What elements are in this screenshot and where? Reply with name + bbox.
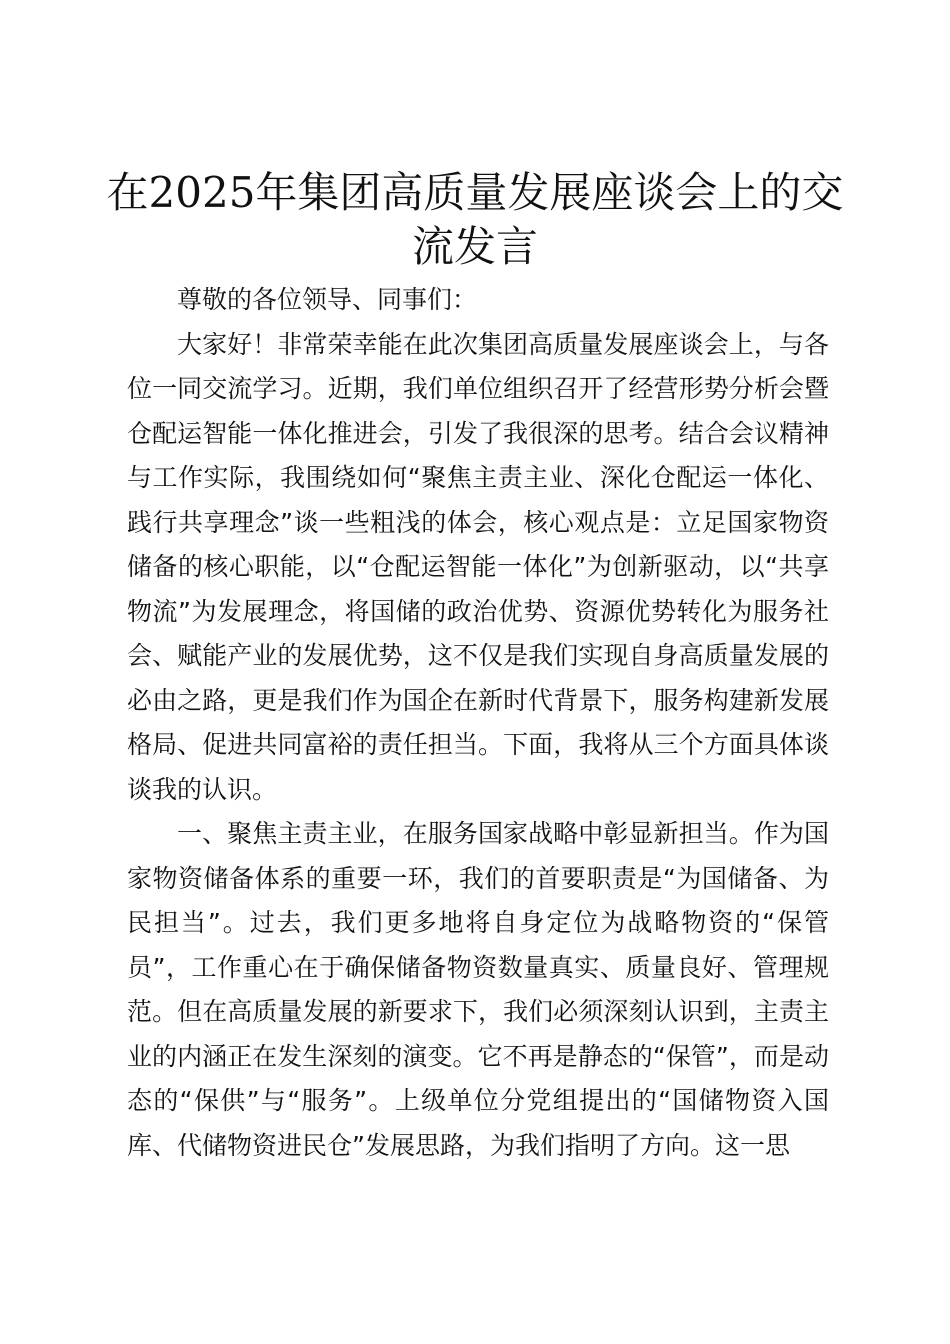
paragraph-section-1 (127, 812, 829, 1168)
section-1-heading: 一、聚焦主责主业，在服务国家战略中彰显新担当。 (177, 819, 754, 848)
document-body (127, 278, 829, 1168)
salutation: 尊敬的各位领导、同事们： (177, 285, 478, 314)
document-title: 在2025年集团高质量发展座谈会上的交流发言 (106, 168, 844, 271)
section-1-text: 作为国家物资储备体系的重要一环，我们的首要职责是“为国储备、为民担当”。过去，我们更多地将自身定位为战略物资的“保管员”，工作重心在于确保储备物资数量真实、质量良好、管理规范。但在高质量发展的新要求下，我们必须深刻认识到，主责主业的内涵正在发生深刻的演变。它不再是静态的“保管”，而是动态的“保供”与“服务”。上级单位分党组提出的“国储物资入国库、代储物资进民仓”发展思路，为我们指明了方向。这一思 (127, 819, 829, 1160)
paragraph-intro: 大家好！非常荣幸能在此次集团高质量发展座谈会上，与各位一同交流学习。近期，我们单位组织召开了经营形势分析会暨仓配运智能一体化推进会，引发了我很深的思考。结合会议精神与工作实际，我围绕如何“聚焦主责主业、深化仓配运一体化、践行共享理念”谈一些粗浅的体会，核心观点是：立足国家物资储备的核心职能，以“仓配运智能一体化”为创新驱动，以“共享物流”为发展理念，将国储的政治优势、资源优势转化为服务社会、赋能产业的发展优势，这不仅是我们实现自身高质量发展的必由之路，更是我们作为国企在新时代背景下，服务构建新发展格局、促进共同富裕的责任担当。下面，我将从三个方面具体谈谈我的认识。 (127, 329, 829, 804)
